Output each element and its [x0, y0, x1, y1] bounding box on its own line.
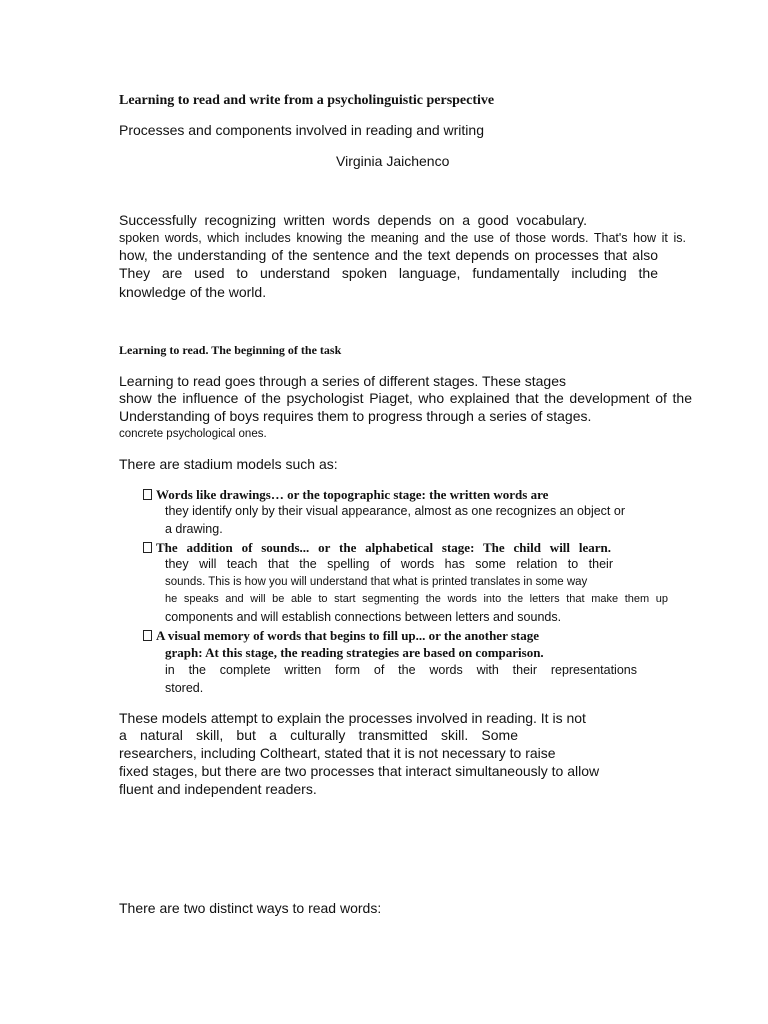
models-line: a natural skill, but a culturally transmitted skill. Some [119, 727, 518, 743]
bullet-line: in the complete written form of the words with their representations [165, 663, 637, 677]
bullet-line: they identify only by their visual appearance, almost as one recognizes an object or [165, 504, 625, 518]
models-line: fluent and independent readers. [119, 781, 317, 797]
intro-line: knowledge of the world. [119, 284, 267, 300]
bullet-box-icon [143, 489, 152, 500]
section-heading: Learning to read. The beginning of the task [119, 343, 342, 357]
bullet-heading-text: A visual memory of words that begins to fill up... or the another stage [156, 628, 540, 643]
bullet-heading-text: The addition of sounds... or the alphabetical stage: The child will learn. [156, 540, 611, 555]
bullet-heading [143, 627, 539, 644]
bullet-heading [143, 486, 548, 503]
bullet-heading-text: Words like drawings… or the topographic stage: the written words are [156, 487, 549, 502]
document-author: Virginia Jaichenco [336, 153, 450, 169]
intro-line: They are used to understand spoken language, fundamentally including the [119, 265, 658, 281]
bullet-line: he speaks and will be able to start segmenting the words into the letters that make them up [165, 593, 668, 605]
document-title: Learning to read and write from a psycholinguistic perspective [119, 93, 495, 108]
stages-line: show the influence of the psychologist Piaget, who explained that the development of the [119, 390, 692, 406]
bullet-line: a drawing. [165, 522, 223, 536]
models-intro: There are stadium models such as: [119, 456, 338, 472]
stages-line: Learning to read goes through a series of different stages. These stages [119, 373, 566, 389]
final-line: There are two distinct ways to read words: [119, 900, 382, 916]
document-subtitle: Processes and components involved in reading and writing [119, 122, 484, 138]
intro-line: Successfully recognizing written words depends on a good vocabulary. [119, 212, 587, 228]
models-line: researchers, including Coltheart, stated that it is not necessary to raise [119, 745, 556, 761]
bullet-box-icon [143, 542, 152, 553]
stages-line: concrete psychological ones. [119, 428, 267, 440]
intro-line: how, the understanding of the sentence and the text depends on processes that also [119, 247, 658, 263]
bullet-line: sounds. This is how you will understand that what is printed translates in some way [165, 576, 588, 588]
models-line: fixed stages, but there are two processes that interact simultaneously to allow [119, 763, 600, 779]
bullet-line: components and will establish connections between letters and sounds. [165, 610, 562, 624]
intro-line: spoken words, which includes knowing the meaning and the use of those words. That's how it is. [119, 231, 686, 245]
bullet-heading-cont: graph: At this stage, the reading strategies are based on comparison. [165, 645, 544, 660]
bullet-line: they will teach that the spelling of words has some relation to their [165, 557, 613, 571]
bullet-line: stored. [165, 681, 204, 695]
bullet-box-icon [143, 630, 152, 641]
stages-line: Understanding of boys requires them to progress through a series of stages. [119, 408, 592, 424]
bullet-heading [143, 539, 611, 556]
models-line: These models attempt to explain the processes involved in reading. It is not [119, 710, 586, 726]
